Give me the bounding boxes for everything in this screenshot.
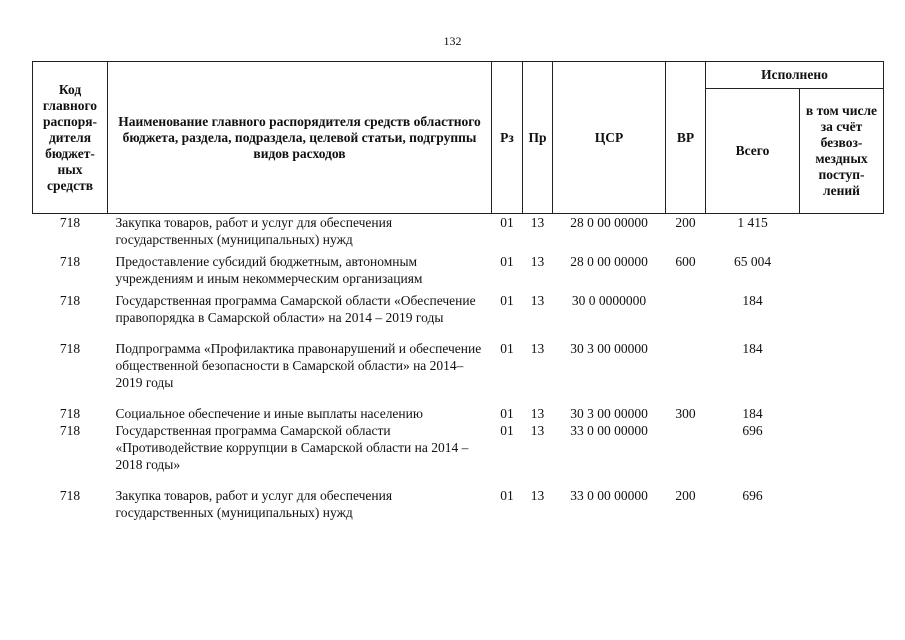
cell-incl [800,487,884,521]
table-row [33,340,884,405]
cell-name: Социальное обеспечение и иные выплаты населению [115,406,423,421]
cell-pr: 13 [530,254,545,269]
cell-csr: 33 0 00 00000 [570,423,648,438]
table-body [33,214,884,522]
table-row [33,422,884,487]
cell-pr: 13 [530,488,545,503]
cell-total: 184 [742,293,763,308]
header-total: Всего [706,89,800,214]
cell-incl [800,292,884,340]
cell-rz: 01 [500,293,514,308]
cell-vr [666,292,706,340]
cell-csr: 28 0 00 00000 [570,254,648,269]
cell-vr [666,422,706,487]
cell-name: Государственная программа Самарской области «Противодействие коррупции в Самарской области на 2014 – 2018 годы» [115,423,469,472]
cell-incl [800,214,884,254]
cell-incl [800,405,884,422]
page-number: 132 [443,34,462,48]
cell-csr: 30 3 00 00000 [570,341,648,356]
table-row [33,214,884,254]
header-executed: Исполнено [706,62,884,89]
cell-rz: 01 [500,341,514,356]
cell-total: 184 [742,406,763,421]
header-incl: в том числе за счёт безвоз-мездных поступ-лений [800,89,884,214]
cell-code: 718 [59,406,81,421]
budget-table [32,61,884,521]
cell-pr: 13 [530,406,545,421]
cell-total: 184 [742,341,763,356]
cell-total: 65 004 [733,254,772,269]
cell-rz: 01 [500,215,514,230]
table-row [33,487,884,521]
header-name: Наименование главного распорядителя средств областного бюджета, раздела, подраздела, целевой статьи, подгруппы видов расходов [108,62,492,214]
cell-total: 696 [742,488,763,503]
cell-code: 718 [59,488,81,503]
cell-incl [800,340,884,405]
cell-name: Закупка товаров, работ и услуг для обеспечения государственных (муниципальных) нужд [115,488,393,520]
cell-name: Государственная программа Самарской области «Обеспечение правопорядка в Самарской области» на 2014 – 2019 годы [115,293,476,325]
table-row [33,405,884,422]
cell-csr: 30 3 00 00000 [570,406,648,421]
cell-rz: 01 [500,406,514,421]
cell-rz: 01 [500,254,514,269]
header-rz: Рз [492,62,523,214]
cell-csr: 33 0 00 00000 [570,488,648,503]
cell-vr: 200 [675,215,696,230]
cell-csr: 28 0 00 00000 [570,215,648,230]
header-vr: ВР [666,62,706,214]
cell-total: 1 415 [737,215,768,230]
cell-code: 718 [59,341,81,356]
cell-name: Предоставление субсидий бюджетным, автономным учреждениям и иным некоммерческим организациям [115,254,423,286]
cell-pr: 13 [530,215,545,230]
cell-incl [800,422,884,487]
cell-pr: 13 [530,293,545,308]
cell-code: 718 [59,423,81,438]
cell-code: 718 [59,215,81,230]
cell-csr: 30 0 0000000 [571,293,647,308]
cell-rz: 01 [500,423,514,438]
cell-name: Закупка товаров, работ и услуг для обеспечения государственных (муниципальных) нужд [115,215,393,247]
header-csr: ЦСР [553,62,666,214]
cell-vr: 200 [675,488,696,503]
table-row [33,292,884,340]
cell-rz: 01 [500,488,514,503]
table-header [33,62,884,214]
cell-vr: 300 [675,406,696,421]
table-row [33,253,884,292]
cell-pr: 13 [530,341,545,356]
cell-code: 718 [59,293,81,308]
cell-pr: 13 [530,423,545,438]
cell-code: 718 [59,254,81,269]
header-pr: Пр [523,62,553,214]
cell-total: 696 [742,423,763,438]
cell-name: Подпрограмма «Профилактика правонарушений и обеспечение общественной безопасности в Самарской области» на 2014–2019 годы [115,341,482,390]
cell-incl [800,253,884,292]
header-code: Код главного распоря-дителя бюджет-ных средств [33,62,108,214]
cell-vr: 600 [675,254,696,269]
cell-vr [666,340,706,405]
